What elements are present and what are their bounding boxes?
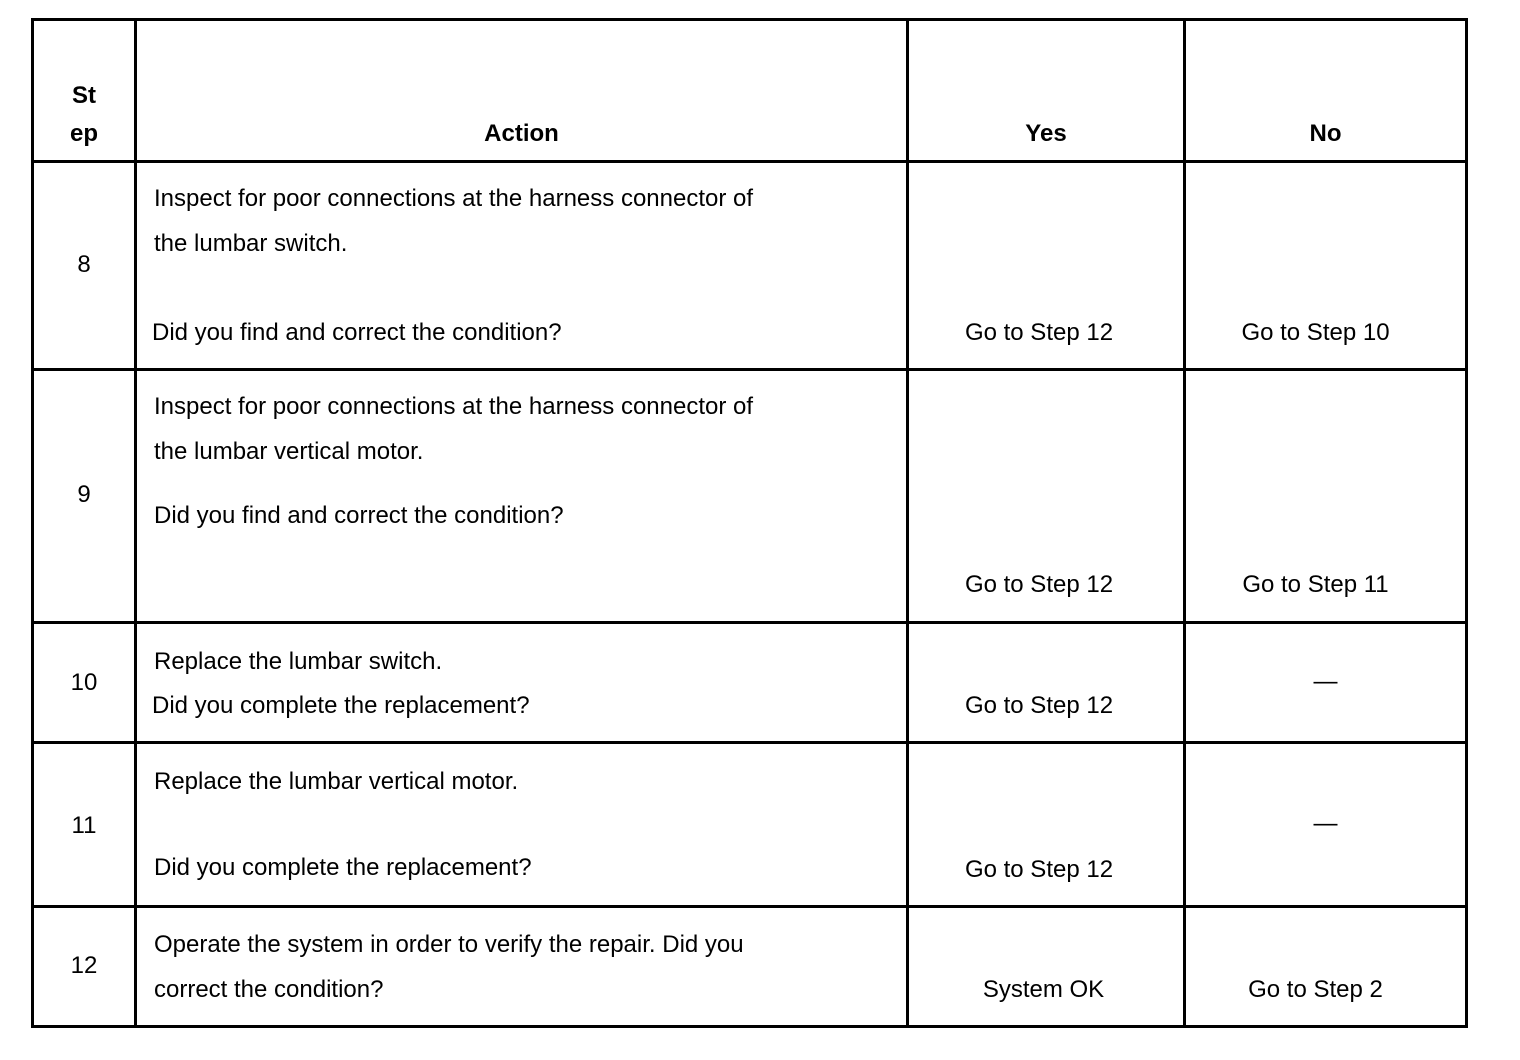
- diagnostic-table: [31, 18, 1468, 1028]
- yes-cell: [908, 907, 1185, 1027]
- table-row: [33, 370, 1467, 623]
- table-row: [33, 623, 1467, 743]
- action-text: Replace the lumbar vertical motor.: [154, 768, 519, 795]
- step-number: 8: [77, 251, 91, 278]
- action-cell: [136, 743, 908, 907]
- action-text: Operate the system in order to verify the repair. Did you: [154, 931, 744, 958]
- yes-cell: [908, 370, 1185, 623]
- header-step: [33, 20, 136, 162]
- step-cell: [33, 162, 136, 370]
- yes-cell: [908, 743, 1185, 907]
- action-cell: [136, 907, 908, 1027]
- action-cell: [136, 623, 908, 743]
- table-row: [33, 162, 1467, 370]
- action-question: Did you complete the replacement?: [154, 854, 532, 881]
- step-cell: [33, 743, 136, 907]
- step-number: 12: [70, 952, 98, 979]
- yes-result: Go to Step 12: [964, 692, 1114, 719]
- action-cell: [136, 162, 908, 370]
- yes-result: Go to Step 12: [964, 571, 1114, 598]
- action-question: Did you find and correct the condition?: [152, 319, 562, 346]
- table-row: [33, 907, 1467, 1027]
- yes-result: System OK: [982, 976, 1105, 1003]
- header-action: [136, 20, 908, 162]
- action-cell: [136, 370, 908, 623]
- step-number: 11: [71, 812, 97, 839]
- header-action-label: Action: [484, 120, 559, 147]
- no-cell: [1185, 907, 1467, 1027]
- no-cell: [1185, 370, 1467, 623]
- table-header-row: [33, 20, 1467, 162]
- header-no-label: No: [1309, 120, 1342, 147]
- yes-result: Go to Step 12: [964, 319, 1114, 346]
- action-text: Inspect for poor connections at the harness connector of: [154, 393, 754, 420]
- header-no: [1185, 20, 1467, 162]
- yes-result: Go to Step 12: [964, 856, 1114, 883]
- action-question: Did you complete the replacement?: [152, 692, 530, 719]
- header-step-line2: ep: [69, 120, 98, 147]
- step-cell: [33, 907, 136, 1027]
- no-result: —: [1313, 668, 1338, 695]
- no-cell: [1185, 743, 1467, 907]
- no-result: Go to Step 11: [1242, 571, 1389, 598]
- step-number: 9: [77, 481, 91, 508]
- no-cell: [1185, 623, 1467, 743]
- action-text: Replace the lumbar switch.: [154, 648, 443, 675]
- no-cell: [1185, 162, 1467, 370]
- header-step-line1: St: [72, 82, 96, 109]
- yes-cell: [908, 623, 1185, 743]
- table-row: [33, 743, 1467, 907]
- action-text: the lumbar vertical motor.: [154, 438, 424, 465]
- no-result: —: [1313, 810, 1338, 837]
- action-text: Inspect for poor connections at the harness connector of: [154, 185, 754, 212]
- action-text: the lumbar switch.: [154, 230, 348, 257]
- header-yes: [908, 20, 1185, 162]
- yes-cell: [908, 162, 1185, 370]
- header-yes-label: Yes: [1025, 120, 1067, 147]
- no-result: Go to Step 10: [1241, 319, 1390, 346]
- action-question: correct the condition?: [154, 976, 384, 1003]
- action-question: Did you find and correct the condition?: [154, 502, 564, 529]
- step-cell: [33, 623, 136, 743]
- step-cell: [33, 370, 136, 623]
- no-result: Go to Step 2: [1248, 976, 1383, 1003]
- step-number: 10: [70, 669, 98, 696]
